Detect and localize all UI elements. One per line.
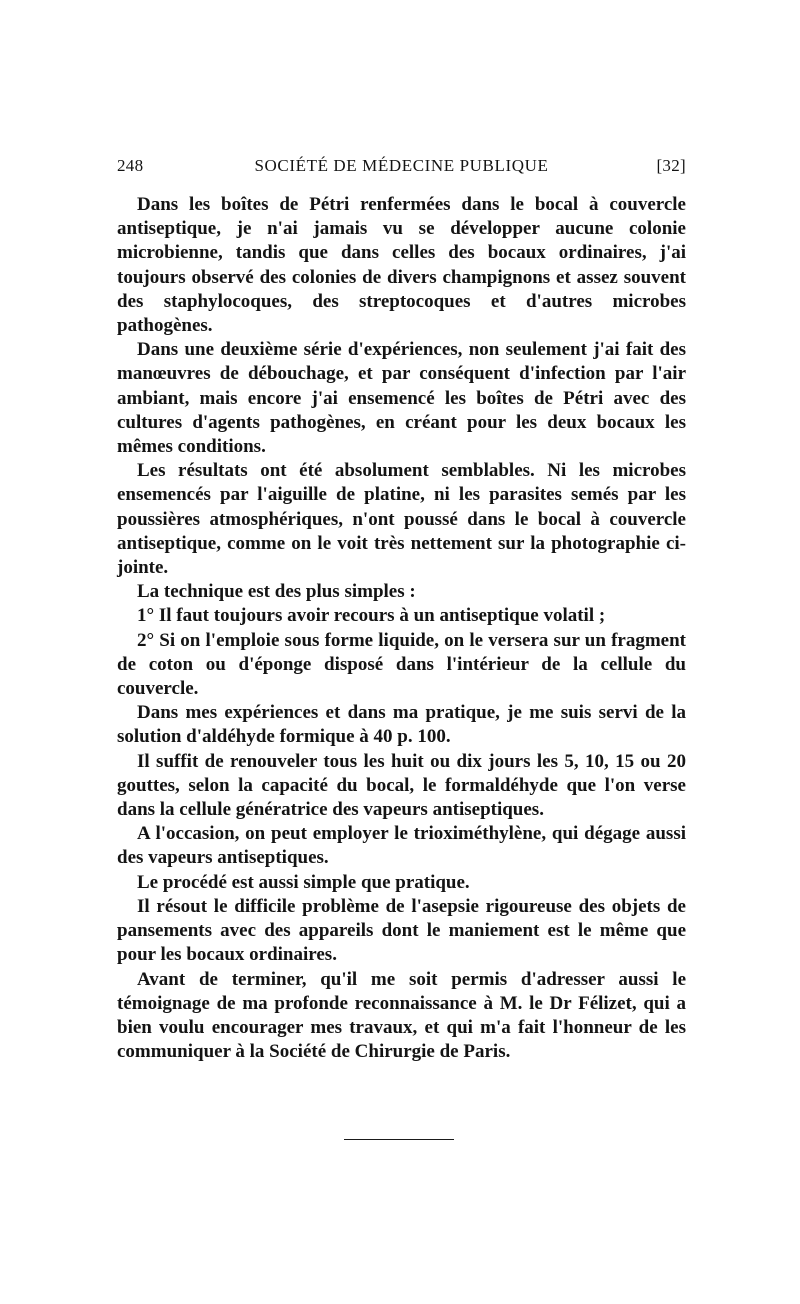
paragraph: Il résout le difficile problème de l'asepsie rigoureuse des objets de pansements avec des appareils dont le maniement est le même que pour les bocaux ordinaires. <box>117 895 686 966</box>
list-item: 2° Si on l'emploie sous forme liquide, on le versera sur un fragment de coton ou d'éponge disposé dans l'intérieur de la cellule du couvercle. <box>117 629 686 700</box>
running-title: SOCIÉTÉ DE MÉDECINE PUBLIQUE <box>254 156 549 175</box>
paragraph: A l'occasion, on peut employer le trioximéthylène, qui dégage aussi des vapeurs antiseptiques. <box>117 823 686 869</box>
paragraph: Dans mes expériences et dans ma pratique, je me suis servi de la solution d'aldéhyde formique à 40 p. 100. <box>117 702 686 748</box>
paragraph: La technique est des plus simples : <box>137 581 416 603</box>
paragraph: Dans les boîtes de Pétri renfermées dans le bocal à couvercle antiseptique, je n'ai jamais vu se développer aucune colonie microbienne, tandis que dans celles des bocaux ordinaires, j'ai toujours observé des colonies de divers champignons et assez souvent des staphylocoques, des streptocoques et d'autres microbes pathogènes. <box>117 194 686 337</box>
list-item: 1° Il faut toujours avoir recours à un antiseptique volatil ; <box>137 605 606 627</box>
page-number: 248 <box>117 156 144 175</box>
paragraph: Avant de terminer, qu'il me soit permis d'adresser aussi le témoignage de ma profonde reconnaissance à M. le Dr Félizet, qui a bien voulu encourager mes travaux, et qui m'a fait l'honneur de les communiquer à la Société de Chirurgie de Paris. <box>117 968 686 1063</box>
paragraph: Dans une deuxième série d'expériences, non seulement j'ai fait des manœuvres de débouchage, et par conséquent d'infection par l'air ambiant, mais encore j'ai ensemencé les boîtes de Pétri avec des cultures d'agents pathogènes, en créant pour les deux bocaux les mêmes conditions. <box>117 339 686 458</box>
body-text <box>117 193 686 1064</box>
paragraph: Le procédé est aussi simple que pratique. <box>137 871 470 893</box>
page-header <box>117 156 686 180</box>
end-rule <box>344 1139 454 1140</box>
paragraph: Les résultats ont été absolument semblables. Ni les microbes ensemencés par l'aiguille de platine, ni les parasites semés par les poussières atmosphériques, n'ont poussé dans le bocal à couvercle antiseptique, comme on le voit très nettement sur la photographie ci-jointe. <box>117 460 686 579</box>
paragraph: Il suffit de renouveler tous les huit ou dix jours les 5, 10, 15 ou 20 gouttes, selon la capacité du bocal, le formaldéhyde que l'on verse dans la cellule génératrice des vapeurs antiseptiques. <box>117 750 686 821</box>
section-number: [32] <box>656 156 686 175</box>
